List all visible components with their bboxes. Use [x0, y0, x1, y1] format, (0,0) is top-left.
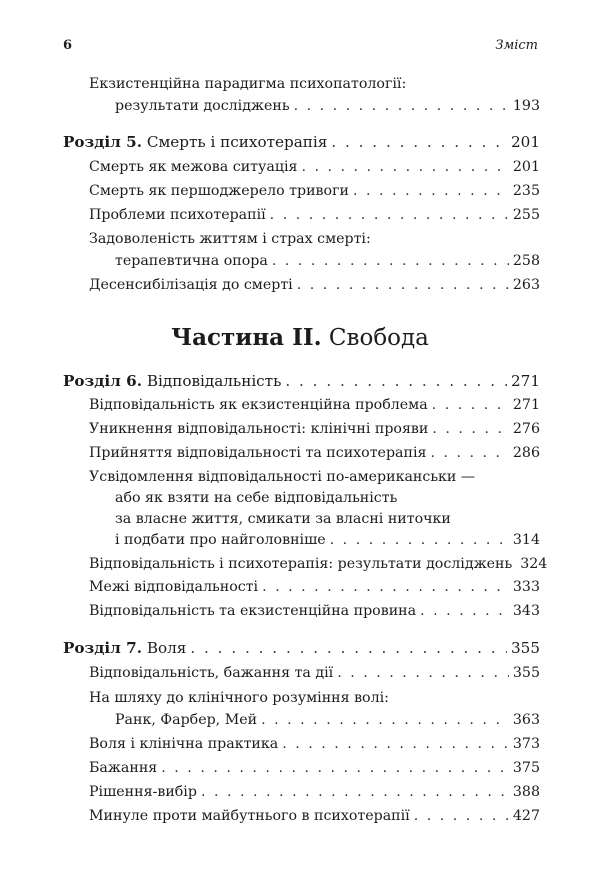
toc-entry-row	[89, 758, 540, 779]
toc-chapter-row	[63, 132, 540, 153]
toc-entry-row	[89, 663, 540, 684]
toc-entry-line: Усвідомлення відповідальності по-американськи —	[89, 469, 476, 485]
toc-page-number: 201	[511, 133, 540, 151]
toc-page-number: 355	[512, 665, 540, 681]
chapter-label: Розділ 7.	[63, 639, 142, 657]
toc-entry-row	[89, 806, 540, 827]
toc-leader-dots	[270, 205, 509, 226]
toc-page-number: 427	[512, 808, 540, 824]
toc-leader-dots	[201, 782, 509, 803]
toc-entry-text: Уникнення відповідальності: клінічні прояви	[89, 421, 429, 437]
chapter-title: Відповідальність	[146, 372, 282, 390]
toc-entry-text: Відповідальність як екзистенційна проблема	[89, 397, 428, 413]
toc-leader-dots	[282, 734, 509, 755]
toc-page-number: 343	[512, 603, 540, 619]
toc-leader-dots	[430, 443, 508, 464]
toc-entry-text: Відповідальність, бажання та дії	[89, 665, 334, 681]
toc-entry-text: Десенсибілізація до смерті	[89, 277, 293, 293]
toc-leader-dots	[297, 275, 509, 296]
toc-leader-dots	[261, 710, 509, 731]
toc-entry-row	[89, 205, 540, 226]
toc-entry-text: Проблеми психотерапії	[89, 207, 266, 223]
toc-entry-text: Воля і клінічна практика	[89, 736, 279, 752]
toc-entry-row	[115, 251, 540, 272]
toc-leader-dots	[294, 96, 509, 117]
toc-leader-dots	[420, 601, 509, 622]
toc-page-number: 333	[512, 579, 540, 595]
toc-entry-row	[89, 275, 540, 296]
part-name: Свобода	[328, 325, 429, 351]
toc-leader-dots	[432, 419, 509, 440]
toc-entry-row	[89, 395, 540, 416]
toc-entry-text: Минуле проти майбутнього в психотерапії	[89, 808, 410, 824]
toc-entry-row	[89, 782, 540, 803]
toc-leader-dots	[432, 395, 509, 416]
toc-entry-row	[115, 710, 540, 731]
toc-leader-dots	[337, 663, 509, 684]
chapter-label: Розділ 5.	[63, 133, 142, 151]
running-header: Зміст	[495, 38, 538, 53]
toc-entry-text: Відповідальність і психотерапія: результати досліджень	[89, 556, 513, 572]
toc-entry-row	[89, 181, 540, 202]
chapter-title: Смерть і психотерапія	[146, 133, 328, 151]
page-number: 6	[63, 38, 73, 53]
toc-leader-dots	[353, 181, 509, 202]
toc-chapter-row	[63, 371, 540, 392]
toc-page-number: 373	[512, 736, 540, 752]
toc-entry-text: терапевтична опора	[115, 253, 268, 269]
toc-entry-text: Смерть як межова ситуація	[89, 159, 298, 175]
toc-entry-text: і подбати про найголовніше	[115, 532, 326, 548]
toc-entry-line: На шляху до клінічного розуміння волі:	[89, 690, 389, 706]
chapter-label: Розділ 6.	[63, 372, 142, 390]
toc-page-number: 255	[512, 207, 540, 223]
toc-page-number: 271	[512, 397, 540, 413]
toc-leader-dots	[285, 371, 507, 392]
toc-entry-text: Смерть як першоджерело тривоги	[89, 183, 349, 199]
toc-page-number: 388	[512, 784, 540, 800]
toc-page-number: 263	[512, 277, 540, 293]
toc-entry-text: Прийняття відповідальності та психотерапія	[89, 445, 427, 461]
toc-leader-dots	[330, 530, 509, 551]
chapter-title: Воля	[146, 639, 187, 657]
toc-page-number: 286	[512, 445, 540, 461]
toc-entry-row	[89, 443, 540, 464]
toc-entry-text: Ранк, Фарбер, Мей	[115, 712, 258, 728]
toc-page-number: 324	[520, 556, 548, 572]
toc-page-number: 271	[511, 372, 540, 390]
toc-leader-dots	[190, 638, 507, 659]
toc-chapter-row	[63, 638, 540, 659]
toc-leader-dots	[414, 806, 509, 827]
toc-entry-row	[89, 734, 540, 755]
toc-entry-text: Відповідальність та екзистенційна провина	[89, 603, 417, 619]
toc-entry-text: Рішення-вибір	[89, 784, 197, 800]
toc-page-number: 193	[512, 98, 540, 114]
toc-page-number: 355	[511, 639, 540, 657]
toc-page-number: 375	[512, 760, 540, 776]
toc-page-number: 201	[512, 159, 540, 175]
toc-entry-line: за власне життя, смикати за власні ниточки	[115, 511, 451, 527]
toc-entry-row	[89, 601, 540, 622]
toc-leader-dots	[301, 157, 508, 178]
toc-entry-line: Задоволеність життям і страх смерті:	[89, 231, 371, 247]
toc-leader-dots	[161, 758, 509, 779]
toc-leader-dots	[331, 132, 507, 153]
toc-entry-row	[89, 554, 548, 575]
toc-page-number: 235	[512, 183, 540, 199]
toc-entry-row	[89, 157, 540, 178]
toc-page-number: 258	[512, 253, 540, 269]
part-label: Частина II.	[171, 324, 322, 351]
toc-entry-text: результати досліджень	[115, 98, 290, 114]
toc-page-number: 363	[512, 712, 540, 728]
toc-entry-row	[115, 530, 540, 551]
toc-entry-text: Межі відповідальності	[89, 579, 259, 595]
toc-entry-row	[89, 577, 540, 598]
toc-entry-line: або як взяти на себе відповідальність	[115, 490, 398, 506]
toc-entry-row	[115, 96, 540, 117]
toc-entry-line: Екзистенційна парадигма психопатології:	[89, 76, 407, 92]
toc-page-number: 276	[512, 421, 540, 437]
part-title	[0, 322, 600, 354]
toc-entry-row	[89, 419, 540, 440]
toc-page-number: 314	[512, 532, 540, 548]
toc-entry-text: Бажання	[89, 760, 158, 776]
toc-leader-dots	[262, 577, 509, 598]
toc-leader-dots	[272, 251, 509, 272]
